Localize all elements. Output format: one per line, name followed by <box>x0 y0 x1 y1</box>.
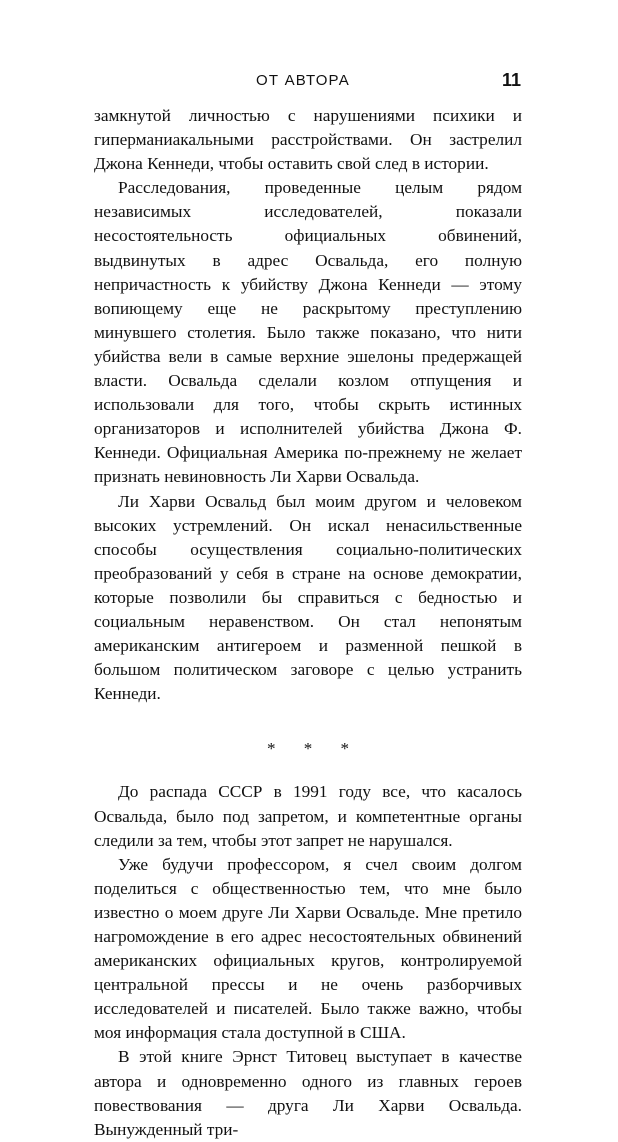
page-number: 11 <box>501 70 521 90</box>
paragraph: Уже будучи профессором, я счел своим долгом поделиться с общественностью тем, что мне было известно о моем друге Ли Харви Освальде. Мне претило нагромождение в его адрес несостоятельных обвинений американских официальных кругов, контролируемой центральной прессы и не очень разборчивых исследователей и писателей. Было также важно, чтобы моя информация стала доступной в США. <box>94 854 522 1043</box>
section-break-asterisks: * * * <box>267 739 361 759</box>
running-header <box>0 70 618 94</box>
body-text <box>94 104 522 1142</box>
paragraph: Ли Харви Освальд был моим другом и человеком высоких устремлений. Он искал ненасильственные способы осуществления социально-политических преобразований у себя в стране на основе демократии, которые позволили бы справиться с бедностью и социальным неравенством. Он стал непонятым американским антигероем и разменной пешкой в большом политическом заговоре с целью устранить Кеннеди. <box>94 491 522 704</box>
running-title: ОТ АВТОРА <box>256 72 350 89</box>
paragraph: В этой книге Эрнст Титовец выступает в качестве автора и одновременно одного из главных героев повествования — друга Ли Харви Освальда. Вынужденный три- <box>94 1047 522 1139</box>
paragraph: До распада СССР в 1991 году все, что касалось Освальда, было под запретом, и компетентные органы следили за тем, чтобы этот запрет не нарушался. <box>94 782 522 850</box>
paragraph: замкнутой личностью с нарушениями психики и гиперманиакальными расстройствами. Он застрелил Джона Кеннеди, чтобы оставить свой след в истории. <box>94 106 522 174</box>
paragraph: Расследования, проведенные целым рядом независимых исследователей, показали несостоятельность официальных обвинений, выдвинутых в адрес Освальда, его полную непричастность к убийству Джона Кеннеди — этому вопиющему еще не раскрытому преступлению минувшего столетия. Было также показано, что нити убийства вели в самые верхние эшелоны предержащей власти. Освальда сделали козлом отпущения и использовали для того, чтобы скрыть истинных организаторов и исполнителей убийства Джона Ф. Кеннеди. Официальная Америка по-прежнему не желает признать невиновность Ли Харви Освальда. <box>94 178 522 487</box>
